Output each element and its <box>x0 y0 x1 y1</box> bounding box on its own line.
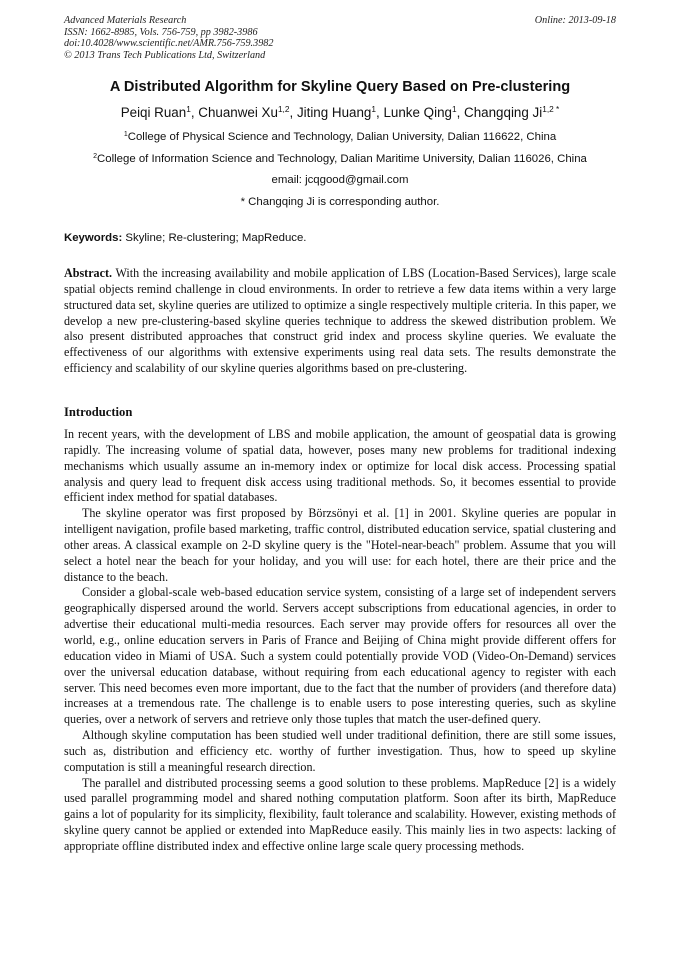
keywords-label: Keywords: <box>64 232 123 244</box>
author: Changqing $Ji^{1,2 *}$ <box>464 104 560 120</box>
section-heading-introduction: Introduction <box>64 405 133 419</box>
journal-name: Advanced Materials Research <box>64 15 187 26</box>
author: Chuanwei Xu$^{1,2}$, <box>198 104 297 120</box>
journal-header <box>64 15 616 61</box>
online-date: Online: 2013-09-18 <box>534 15 616 26</box>
keywords-text: Skyline; Re-clustering; MapReduce. <box>125 232 307 244</box>
paragraph: In recent years, with the development of LBS and mobile application, the amount of geospatial data is growing rapidly. The increasing volume of spatial data, however, poses many new problems for traditional indexing mechanisms which usually assume an in-memory index or optimize for local disk access. Processing spatial analysis and query lead to frequent disk access using traditional methods. So, it becomes essential to provide efficient index method for spatial databases. <box>64 427 616 505</box>
paper-title: A Distributed Algorithm for Skyline Query Based on Pre-clustering <box>109 79 571 95</box>
abstract-label: Abstract. <box>64 266 113 280</box>
paragraph: Although skyline computation has been studied well under traditional definition, there are still some issues, such as, distribution and efficiency etc. worthy of further investigation. Thus, how to speed up skyline computation is still a meaningful research direction. <box>64 728 616 774</box>
paragraph: The skyline operator was first proposed by Börzsönyi et al. [1] in 2001. Skyline queries are popular in intelligent navigation, profile based marketing, traffic control, distributed education service, spatial clustering and other areas. A classical example on 2-D skyline query is the "Hotel-near-beach" problem. Assume that you will select a hotel near the beach for your holiday, and you will use: for each hotel, there are their price and the distance to the beach. <box>64 506 616 584</box>
email-line: email: jcqgood@gmail.com <box>271 174 409 186</box>
affiliation-2: $^2$College of Information Science and Technology, Dalian Maritime University, Dalian 116026, China <box>93 152 587 165</box>
author: Lunke Qing$^1$, <box>383 104 465 120</box>
paragraph: The parallel and distributed processing seems a good solution to these problems. MapReduce [2] is a widely used parallel programming model and shared nothing computation platform. Soon after its birth, MapReduce gains a lot of popularity for its simplicity, flexibility, fault tolerance and scalability. However, existing methods of skyline query cannot be applied or extended into MapReduce easily. This mainly lies in two aspects: lacking of appropriate offline distributed index and effective online large scale query processing methods. <box>64 775 616 853</box>
copyright-line: © 2013 Trans Tech Publications Ltd, Switzerland <box>64 49 266 61</box>
abstract-text: With the increasing availability and mobile application of LBS (Location-Based Services), large scale spatial objects remind challenge in cloud environments. In order to retrieve a few data items within a very large structured data set, skyline queries are utilized to optimize a single respectively multiple criteria. In this paper, we develop a new pre-clustering-based skyline queries technique to address the skewed distribution problem. We also present distributed approaches that construct grid index and process skyline queries. We evaluate the effectiveness of our algorithms with extensive experiments using real data sets. The results demonstrate the efficiency and scalability of our skyline queries algorithms based on pre-clustering. <box>64 266 616 376</box>
author: Jiting Huang$^1$, <box>296 104 384 120</box>
affiliation-1: $^1$College of Physical Science and Technology, Dalian University, Dalian 116622, China <box>123 130 557 143</box>
introduction-body <box>64 427 616 855</box>
author-list <box>64 105 616 120</box>
doi-line: doi:10.4028/www.scientific.net/AMR.756-759.3982 <box>64 38 274 50</box>
keywords <box>64 232 306 244</box>
paragraph: Consider a global-scale web-based education service system, consisting of a large set of independent servers geographically dispersed around the world. Servers accept subscriptions from educational agencies, in order to advertise their educational multi-media resources. Each server may provide offers for resources all over the world, e.g., online education servers in Paris of France and Beijing of China might provide different offers for education video in Miami of USA. Such a system could potentially provide VOD (Video-On-Demand) services over the universal education database, without requiring from each educational agency to register with each server. This need becomes even more important, due to the fact that the number of providers (and therefore data) increases at a tremendous rate. The challenge is to enable users to pose interesting queries, such as skyline queries, over a network of servers and retrieve only those tuples that match the user-defined query. <box>64 585 616 727</box>
issn-line: ISSN: 1662-8985, Vols. 756-759, pp 3982-3986 <box>64 26 258 38</box>
author: Peiqi Ruan$^1$, <box>120 104 199 120</box>
corresponding-note: * Changqing Ji is corresponding author. <box>240 196 440 208</box>
abstract <box>64 266 616 377</box>
